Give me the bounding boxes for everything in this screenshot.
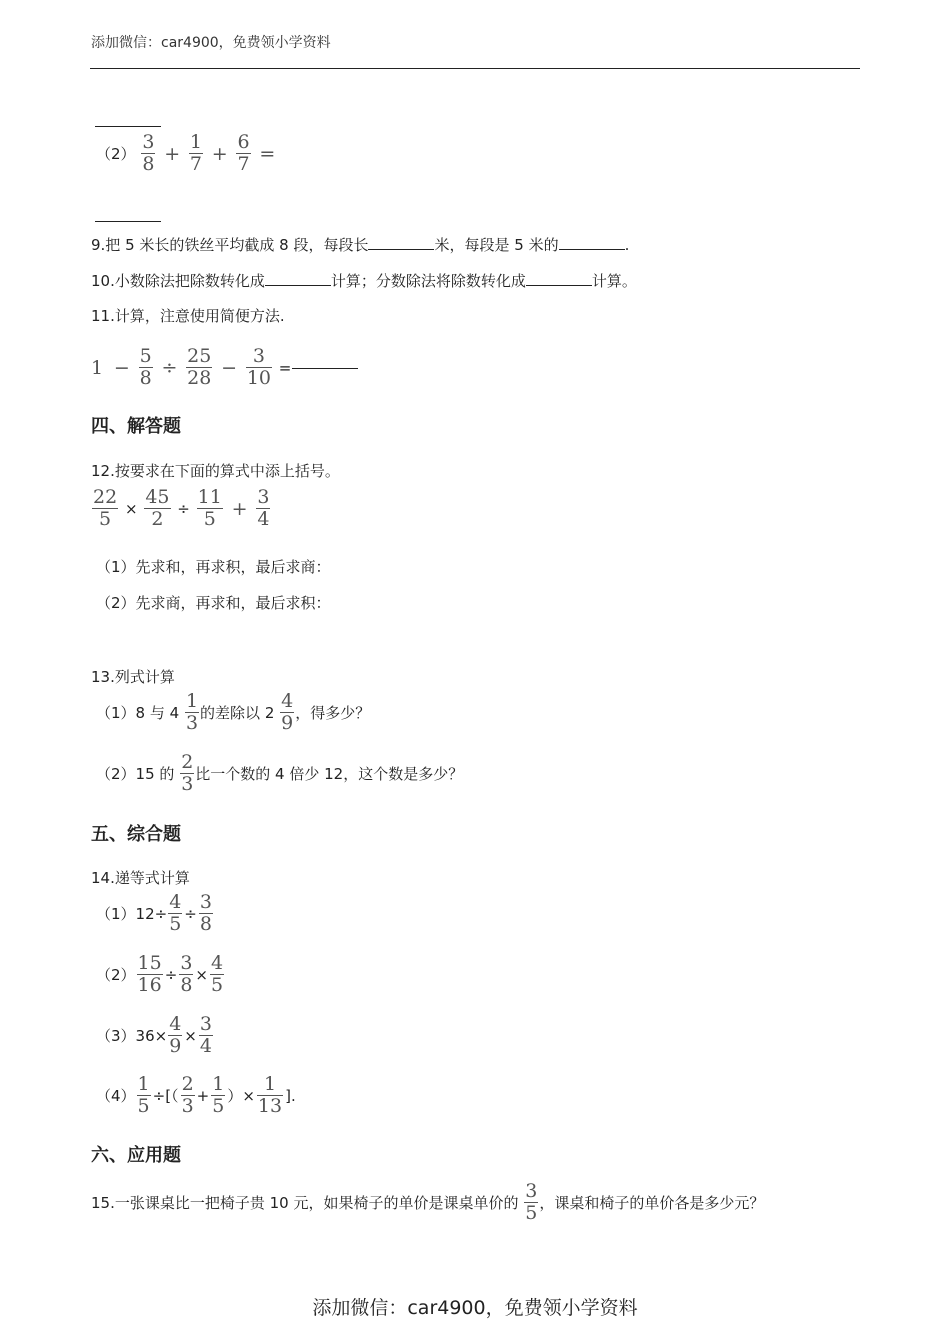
denominator: 13 <box>257 1095 283 1117</box>
fill-blank[interactable] <box>368 248 434 250</box>
question-text: （4） <box>96 1087 136 1105</box>
question-text: 比一个数的 4 倍少 12，这个数是多少？ <box>195 765 464 783</box>
fraction <box>189 133 203 174</box>
equals-sign: = <box>259 142 276 165</box>
fraction <box>256 488 270 529</box>
denominator: 7 <box>237 153 250 175</box>
fraction <box>186 347 212 388</box>
question-text: 计算。 <box>591 272 637 290</box>
denominator: 8 <box>139 367 152 389</box>
denominator: 9 <box>281 712 294 734</box>
fraction <box>168 1015 182 1056</box>
question-text: 的差除以 2 <box>200 704 275 722</box>
denominator: 3 <box>181 1095 194 1117</box>
numerator: 3 <box>257 486 270 508</box>
question-12-part-2: （2）先求商，再求和，最后求积： <box>96 594 331 612</box>
question-8-part-2 <box>96 133 278 174</box>
plus-sign: + <box>231 497 248 520</box>
question-12-title: 12.按要求在下面的算式中添上括号。 <box>91 462 340 480</box>
question-15 <box>91 1182 764 1223</box>
numerator: 25 <box>187 345 212 367</box>
numerator: 2 <box>181 751 194 773</box>
fraction <box>139 347 153 388</box>
numerator: 3 <box>142 131 155 153</box>
numerator: 1 <box>263 1073 277 1095</box>
denominator: 3 <box>181 773 194 795</box>
numerator: 4 <box>169 891 182 913</box>
number: 1 <box>91 356 104 379</box>
fraction <box>181 1075 195 1116</box>
question-14-part-4 <box>96 1075 297 1116</box>
times-sign: × <box>195 965 208 984</box>
fraction <box>211 1075 225 1116</box>
question-text: 计算；分数除法将除数转化成 <box>330 272 526 290</box>
question-14-part-3 <box>96 1015 214 1056</box>
numerator: 1 <box>189 131 202 153</box>
numerator: 15 <box>137 952 162 974</box>
denominator: 28 <box>187 367 212 389</box>
question-text: （2） <box>96 966 136 984</box>
fill-blank[interactable] <box>265 284 331 286</box>
question-text: . <box>624 236 630 254</box>
question-text: （1）12÷ <box>96 905 168 923</box>
numerator: 6 <box>237 131 250 153</box>
fraction <box>144 488 170 529</box>
question-14-part-2 <box>96 954 225 995</box>
question-13-title: 13.列式计算 <box>91 668 175 686</box>
fraction <box>185 692 199 733</box>
question-14-part-1 <box>96 893 214 934</box>
footer-watermark: 添加微信：car4900，免费领小学资料 <box>312 1297 638 1319</box>
plus-sign: + <box>196 1086 210 1105</box>
fraction <box>180 753 194 794</box>
numerator: 1 <box>137 1073 150 1095</box>
fraction <box>524 1182 538 1223</box>
numerator: 3 <box>199 891 212 913</box>
bracket-text: ]. <box>285 1086 296 1105</box>
question-text: （1）8 与 4 <box>96 704 180 722</box>
fraction <box>92 488 118 529</box>
numerator: 3 <box>199 1013 212 1035</box>
question-10 <box>91 270 637 291</box>
question-text: 15.一张课桌比一把椅子贵 10 元，如果椅子的单价是课桌单价的 <box>91 1194 519 1212</box>
fraction <box>179 954 193 995</box>
question-text: ，得多少？ <box>295 704 371 722</box>
denominator: 5 <box>203 508 216 530</box>
question-12-expression <box>91 488 271 529</box>
times-sign: × <box>184 1026 197 1045</box>
answer-blank <box>95 207 161 226</box>
denominator: 7 <box>189 153 202 175</box>
denominator: 4 <box>199 1035 212 1057</box>
question-text: （3）36× <box>96 1027 168 1045</box>
numerator: 1 <box>212 1073 225 1095</box>
denominator: 5 <box>210 974 224 996</box>
numerator: 11 <box>197 486 222 508</box>
denominator: 2 <box>151 508 164 530</box>
equals-sign: = <box>278 358 292 377</box>
numerator: 3 <box>525 1180 538 1202</box>
fraction <box>137 954 163 995</box>
section-heading-5: 五、综合题 <box>91 824 181 845</box>
bracket-text: ÷[（ <box>152 1087 179 1105</box>
fraction <box>199 1015 213 1056</box>
fraction <box>168 893 182 934</box>
question-text: （2）15 的 <box>96 765 175 783</box>
fraction <box>246 347 272 388</box>
question-11-title: 11.计算，注意使用简便方法. <box>91 307 285 325</box>
divide-sign: ÷ <box>161 356 178 379</box>
section-heading-6: 六、应用题 <box>91 1145 181 1166</box>
denominator: 8 <box>199 913 212 935</box>
fill-blank[interactable] <box>559 248 625 250</box>
numerator: 4 <box>281 690 294 712</box>
numerator: 3 <box>252 345 265 367</box>
fraction <box>236 133 250 174</box>
numerator: 5 <box>139 345 152 367</box>
minus-sign: − <box>221 356 238 379</box>
question-11-expression <box>91 347 358 388</box>
question-text: 10.小数除法把除数转化成 <box>91 272 265 290</box>
minus-sign: − <box>113 356 130 379</box>
numerator: 2 <box>181 1073 194 1095</box>
fraction <box>197 488 223 529</box>
denominator: 3 <box>185 712 199 734</box>
numerator: 4 <box>210 952 224 974</box>
denominator: 5 <box>137 1095 150 1117</box>
question-text: ，课桌和椅子的单价各是多少元？ <box>539 1194 765 1212</box>
bracket-text: ）× <box>227 1087 255 1105</box>
denominator: 5 <box>99 508 112 530</box>
header-watermark: 添加微信：car4900，免费领小学资料 <box>91 35 331 51</box>
question-text: 9.把 5 米长的铁丝平均截成 8 段，每段长 <box>91 236 369 254</box>
numerator: 22 <box>93 486 118 508</box>
numerator: 1 <box>185 690 199 712</box>
fraction <box>199 893 213 934</box>
numerator: 45 <box>145 486 170 508</box>
numerator: 4 <box>169 1013 182 1035</box>
fill-blank[interactable] <box>292 367 358 369</box>
part-label: （2） <box>96 145 136 163</box>
question-13-part-1 <box>96 692 370 733</box>
fraction <box>210 954 224 995</box>
question-text: 米，每段是 5 米的 <box>434 236 559 254</box>
denominator: 8 <box>142 153 155 175</box>
section-heading-4: 四、解答题 <box>91 416 181 437</box>
numerator: 3 <box>180 952 193 974</box>
denominator: 5 <box>169 913 182 935</box>
denominator: 9 <box>169 1035 182 1057</box>
question-12-part-1: （1）先求和，再求积，最后求商： <box>96 558 331 576</box>
denominator: 5 <box>212 1095 225 1117</box>
times-sign: × <box>124 499 138 518</box>
fill-blank[interactable] <box>526 284 592 286</box>
plus-sign: + <box>211 142 228 165</box>
denominator: 8 <box>180 974 193 996</box>
fraction <box>141 133 155 174</box>
header-divider <box>90 68 860 69</box>
divide-sign: ÷ <box>184 904 197 923</box>
denominator: 4 <box>257 508 270 530</box>
divide-sign: ÷ <box>164 965 178 984</box>
denominator: 16 <box>137 974 162 996</box>
question-13-part-2 <box>96 753 463 794</box>
question-14-title: 14.递等式计算 <box>91 869 190 887</box>
denominator: 5 <box>525 1202 538 1224</box>
denominator: 10 <box>246 367 272 389</box>
fraction <box>137 1075 151 1116</box>
answer-blank <box>95 112 161 131</box>
fraction <box>257 1075 283 1116</box>
fraction <box>280 692 294 733</box>
divide-sign: ÷ <box>177 499 190 518</box>
plus-sign: + <box>164 142 181 165</box>
question-9 <box>91 234 629 255</box>
